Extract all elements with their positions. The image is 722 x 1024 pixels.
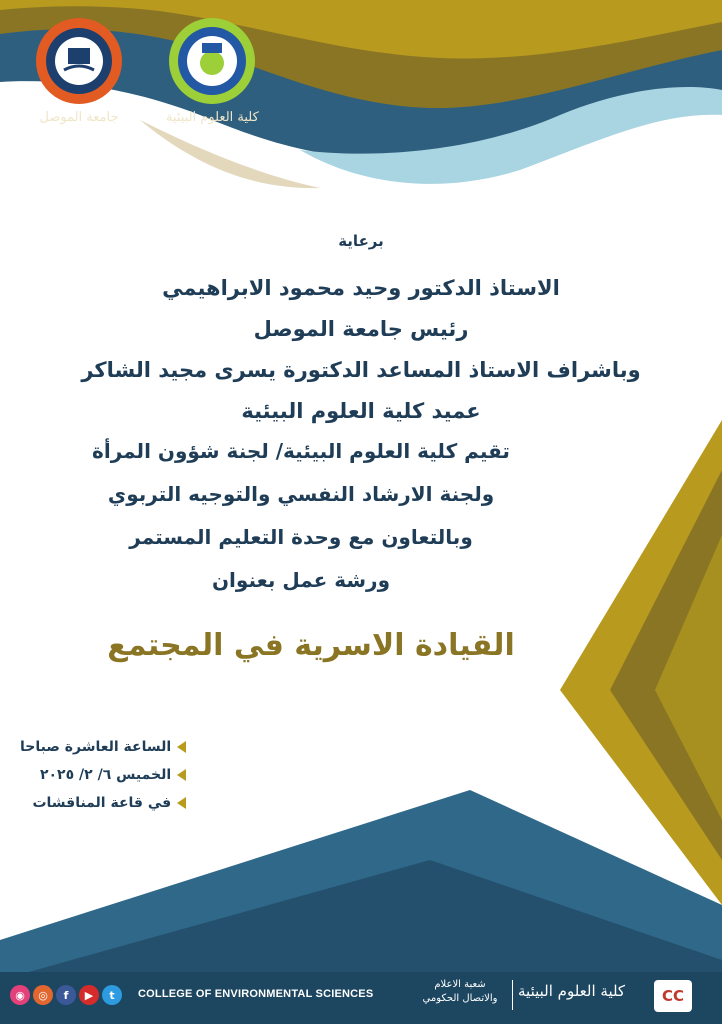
- detail-venue-text: في قاعة المناقشات: [32, 795, 172, 811]
- workshop-title: القيادة الاسرية في المجتمع: [107, 628, 515, 663]
- university-logo-caption: جامعة الموصل: [39, 110, 119, 125]
- college-name-arabic: كلية العلوم البيئية: [518, 982, 626, 1000]
- organizer-line: وبالتعاون مع وحدة التعليم المستمر: [129, 525, 473, 549]
- arrow-bullet-icon: [177, 769, 186, 781]
- college-seal-icon: [169, 18, 255, 104]
- social-links: [10, 985, 122, 1005]
- patrons-block: [0, 268, 722, 432]
- dribbble-icon[interactable]: ◉: [10, 985, 30, 1005]
- organizers-block: [0, 430, 662, 602]
- arrow-bullet-icon: [177, 797, 186, 809]
- college-logo: [166, 18, 259, 125]
- university-logo: [36, 18, 122, 125]
- twitter-icon[interactable]: t: [102, 985, 122, 1005]
- supervisor-name: وباشراف الاستاذ المساعد الدكتورة يسرى مجيد الشاكر: [81, 358, 641, 382]
- event-details: [20, 733, 186, 817]
- college-logo-caption: كلية العلوم البيئية: [166, 110, 259, 125]
- arrow-bullet-icon: [177, 741, 186, 753]
- organizer-line: تقيم كلية العلوم البيئية/ لجنة شؤون المرأة: [92, 439, 510, 463]
- instagram-icon[interactable]: ◎: [33, 985, 53, 1005]
- footer-bar: [0, 972, 722, 1024]
- detail-date-text: الخميس ٦/ ٢/ ٢٠٢٥: [39, 767, 172, 783]
- sponsor-label: برعاية: [338, 232, 384, 250]
- supervisor-title: عميد كلية العلوم البيئية: [241, 399, 481, 423]
- footer-divider: [512, 980, 513, 1010]
- youtube-icon[interactable]: ▶: [79, 985, 99, 1005]
- facebook-icon[interactable]: f: [56, 985, 76, 1005]
- detail-venue: [20, 789, 186, 817]
- college-mark-icon: CC: [654, 980, 692, 1012]
- patron-name: الاستاذ الدكتور وحيد محمود الابراهيمي: [162, 276, 560, 300]
- patron-title: رئيس جامعة الموصل: [253, 317, 469, 341]
- media-unit-line2: والاتصال الحكومي: [422, 993, 498, 1004]
- detail-date: [20, 761, 186, 789]
- college-name-english: COLLEGE OF ENVIRONMENTAL SCIENCES: [138, 988, 374, 1000]
- media-unit: [410, 978, 510, 1006]
- organizer-line: ولجنة الارشاد النفسي والتوجيه التربوي: [107, 482, 495, 506]
- detail-time-text: الساعة العاشرة صباحا: [20, 739, 172, 755]
- media-unit-line1: شعبة الاعلام: [434, 979, 486, 990]
- workshop-intro: ورشة عمل بعنوان: [211, 568, 391, 592]
- detail-time: [20, 733, 186, 761]
- university-seal-icon: [36, 18, 122, 104]
